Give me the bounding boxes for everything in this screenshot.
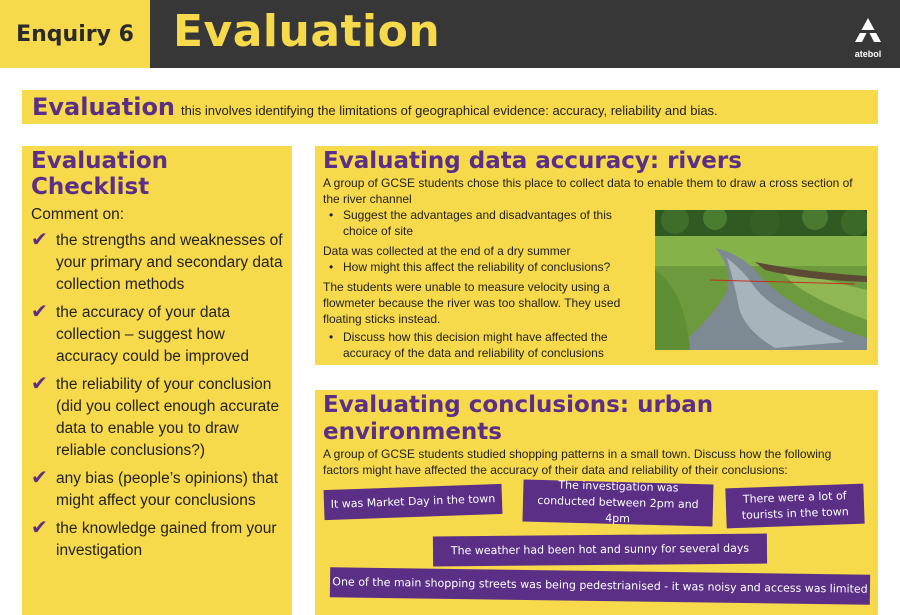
urban-section	[315, 390, 878, 615]
rivers-title: Evaluating data accuracy: rivers	[323, 148, 742, 174]
rivers-bullet	[323, 329, 633, 361]
checklist-item-text: the accuracy of your data collection – suggest how accuracy could be improved	[56, 304, 249, 365]
enquiry-tab	[0, 0, 150, 68]
checklist-lead: Comment on:	[31, 206, 125, 223]
logo-text: atebol	[854, 49, 882, 59]
rivers-section	[315, 146, 878, 365]
factor-note-tourists: There were a lot of tourists in the town	[725, 484, 864, 529]
rivers-intro: A group of GCSE students chose this place to collect data to enable them to draw a cross section of the river channel	[323, 176, 853, 206]
tick-icon: ✔	[31, 467, 48, 489]
checklist-item-text: the reliability of your conclusion (did you collect enough accurate data to enable you to draw reliable conclusions?)	[56, 376, 280, 459]
checklist-title: Evaluation Checklist	[31, 148, 169, 200]
bullet-icon: •	[329, 330, 334, 344]
factor-note-weather: The weather had been hot and sunny for several days	[433, 534, 767, 567]
intro-banner	[22, 90, 878, 124]
factor-note-market-day: It was Market Day in the town	[324, 484, 503, 520]
rivers-bullet-text: Suggest the advantages and disadvantages of this choice of site	[343, 208, 612, 238]
enquiry-label: Enquiry 6	[16, 21, 134, 47]
tick-icon: ✔	[31, 373, 48, 395]
tick-icon: ✔	[31, 301, 48, 323]
intro-term: Evaluation	[32, 93, 176, 121]
checklist-item	[31, 374, 284, 462]
checklist-item	[31, 302, 284, 368]
tick-icon: ✔	[31, 229, 48, 251]
checklist-item-text: the strengths and weaknesses of your primary and secondary data collection methods	[56, 232, 283, 293]
checklist-item	[31, 518, 284, 562]
atebol-logo	[850, 18, 886, 58]
rivers-bullet	[323, 207, 633, 239]
checklist-item	[31, 230, 284, 296]
river-photo	[655, 210, 867, 350]
factor-note-pedestrianised: One of the main shopping streets was being pedestrianised - it was noisy and access was limited	[330, 567, 870, 605]
rivers-bullet-text: How might this affect the reliability of conclusions?	[343, 260, 611, 274]
factor-note-time: The investigation was conducted between 2pm and 4pm	[522, 480, 713, 527]
rivers-bullet-text: Discuss how this decision might have affected the accuracy of the data and reliability of conclusions	[343, 330, 608, 360]
checklist-item-text: any bias (people’s opinions) that might affect your conclusions	[56, 470, 279, 509]
rivers-questions	[323, 207, 633, 361]
page-title: Evaluation	[173, 6, 441, 57]
urban-intro: A group of GCSE students studied shopping patterns in a small town. Discuss how the following factors might have affected the accuracy of their data and reliability of their conclusions:	[323, 447, 832, 477]
rivers-bullet	[323, 259, 633, 275]
header-bar	[0, 0, 900, 68]
intro-text: this involves identifying the limitations of geographical evidence: accuracy, reliability and bias.	[181, 102, 718, 118]
atebol-logo-icon	[855, 18, 881, 42]
bullet-icon: •	[329, 260, 334, 274]
rivers-paragraph: The students were unable to measure velocity using a flowmeter because the river was too shallow. They used floating sticks instead.	[323, 280, 621, 326]
tick-icon: ✔	[31, 517, 48, 539]
bullet-icon: •	[329, 208, 334, 222]
checklist-item	[31, 468, 284, 512]
checklist-item-text: the knowledge gained from your investigation	[56, 520, 277, 559]
river-photo-image	[655, 210, 867, 350]
rivers-paragraph: Data was collected at the end of a dry summer	[323, 244, 571, 258]
evaluation-checklist	[22, 146, 292, 615]
urban-title: Evaluating conclusions: urban environments	[323, 392, 714, 445]
